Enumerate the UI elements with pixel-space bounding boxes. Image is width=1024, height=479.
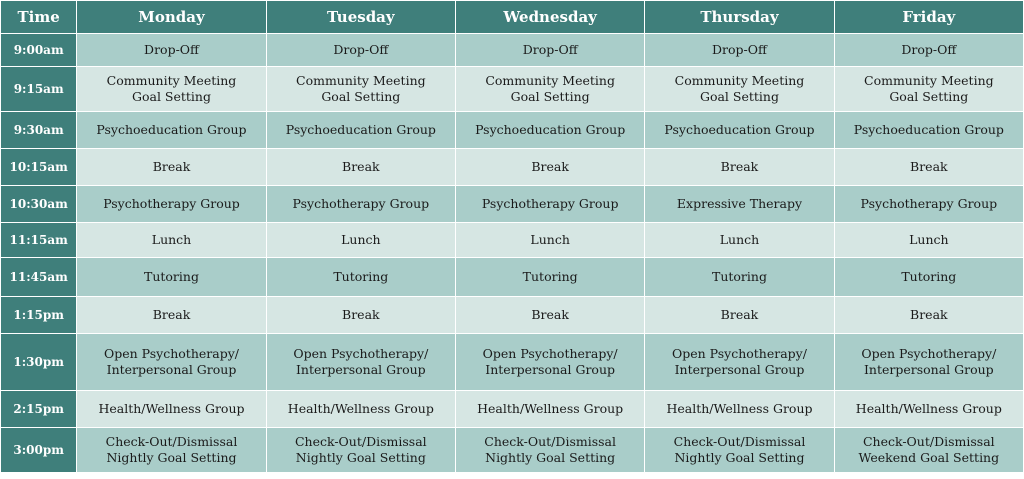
- activity-cell-friday: [835, 258, 1023, 296]
- activity-text: Break: [910, 159, 948, 174]
- activity-text: Nightly Goal Setting: [485, 450, 616, 465]
- activity-text: Community Meeting: [674, 73, 805, 88]
- time-slot-label: 10:15am: [1, 149, 76, 185]
- activity-cell-tuesday: [267, 34, 455, 66]
- schedule-row: [1, 297, 1023, 333]
- activity-text: Break: [342, 159, 380, 174]
- activity-cell-friday: [835, 223, 1023, 257]
- activity-text: Drop-Off: [901, 42, 957, 57]
- activity-cell-friday: [835, 67, 1023, 111]
- schedule-body: [1, 34, 1023, 472]
- activity-cell-thursday: [645, 334, 833, 390]
- activity-cell-tuesday: [267, 223, 455, 257]
- header-row: [1, 1, 1023, 33]
- activity-text: Open Psychotherapy/: [671, 346, 807, 361]
- activity-text: Weekend Goal Setting: [858, 450, 1000, 465]
- activity-text: Interpersonal Group: [485, 362, 615, 377]
- activity-text: Tutoring: [333, 269, 389, 284]
- activity-cell-friday: [835, 112, 1023, 148]
- activity-cell-wednesday: [456, 258, 644, 296]
- activity-text: Nightly Goal Setting: [295, 450, 426, 465]
- activity-text: Nightly Goal Setting: [106, 450, 237, 465]
- activity-text: Psychotherapy Group: [292, 196, 430, 211]
- activity-cell-friday: [835, 334, 1023, 390]
- activity-cell-tuesday: [267, 112, 455, 148]
- activity-text: Psychotherapy Group: [481, 196, 619, 211]
- activity-text: Tutoring: [144, 269, 199, 284]
- activity-cell-wednesday: [456, 67, 644, 111]
- activity-cell-tuesday: [267, 149, 455, 185]
- day-header-friday: Friday: [835, 1, 1023, 33]
- schedule-row: [1, 391, 1023, 427]
- activity-text: Lunch: [151, 232, 192, 247]
- activity-text: Goal Setting: [510, 89, 590, 104]
- activity-text: Break: [152, 159, 191, 174]
- activity-text: Open Psychotherapy/: [861, 346, 997, 361]
- activity-text: Open Psychotherapy/: [482, 346, 618, 361]
- activity-text: Break: [152, 307, 191, 322]
- activity-text: Psychoeducation Group: [96, 122, 247, 137]
- schedule-row: [1, 334, 1023, 390]
- activity-cell-tuesday: [267, 297, 455, 333]
- activity-cell-thursday: [645, 428, 833, 472]
- activity-text: Break: [531, 159, 569, 174]
- activity-cell-wednesday: [456, 223, 644, 257]
- activity-text: Community Meeting: [485, 73, 615, 88]
- activity-text: Break: [342, 307, 380, 322]
- time-slot-label: 3:00pm: [1, 428, 76, 472]
- activity-cell-monday: [77, 186, 265, 222]
- activity-cell-tuesday: [267, 391, 455, 427]
- day-header-monday: Monday: [77, 1, 265, 33]
- activity-cell-tuesday: [267, 67, 455, 111]
- activity-cell-monday: [77, 391, 265, 427]
- activity-text: Health/Wellness Group: [98, 401, 245, 416]
- activity-text: Check-Out/Dismissal: [673, 434, 806, 449]
- activity-cell-monday: [77, 149, 265, 185]
- schedule-row: [1, 67, 1023, 111]
- schedule-row: [1, 149, 1023, 185]
- activity-text: Check-Out/Dismissal: [862, 434, 995, 449]
- activity-text: Expressive Therapy: [676, 196, 803, 211]
- activity-text: Psychoeducation Group: [853, 122, 1004, 137]
- activity-text: Drop-Off: [522, 42, 578, 57]
- activity-text: Break: [531, 307, 569, 322]
- schedule-row: [1, 112, 1023, 148]
- activity-cell-tuesday: [267, 334, 455, 390]
- activity-cell-monday: [77, 297, 265, 333]
- time-slot-label: 9:00am: [1, 34, 76, 66]
- time-slot-label: 11:15am: [1, 223, 76, 257]
- schedule-row: [1, 34, 1023, 66]
- activity-cell-monday: [77, 334, 265, 390]
- activity-cell-thursday: [645, 149, 833, 185]
- activity-text: Psychotherapy Group: [103, 196, 240, 211]
- activity-cell-monday: [77, 34, 265, 66]
- activity-text: Community Meeting: [864, 73, 994, 88]
- activity-text: Interpersonal Group: [863, 362, 994, 377]
- activity-cell-friday: [835, 297, 1023, 333]
- activity-cell-tuesday: [267, 186, 455, 222]
- activity-cell-monday: [77, 428, 265, 472]
- activity-text: Break: [910, 307, 948, 322]
- activity-text: Psychoeducation Group: [285, 122, 436, 137]
- schedule-row: [1, 186, 1023, 222]
- activity-text: Lunch: [530, 232, 570, 247]
- activity-cell-tuesday: [267, 428, 455, 472]
- time-slot-label: 9:15am: [1, 67, 76, 111]
- day-header-tuesday: Tuesday: [267, 1, 455, 33]
- activity-cell-wednesday: [456, 297, 644, 333]
- activity-cell-thursday: [645, 112, 833, 148]
- activity-cell-monday: [77, 258, 265, 296]
- activity-text: Break: [720, 159, 759, 174]
- activity-text: Psychoeducation Group: [664, 122, 815, 137]
- activity-cell-wednesday: [456, 334, 644, 390]
- activity-cell-monday: [77, 112, 265, 148]
- activity-cell-thursday: [645, 186, 833, 222]
- activity-text: Goal Setting: [699, 89, 779, 104]
- activity-cell-friday: [835, 149, 1023, 185]
- time-slot-label: 9:30am: [1, 112, 76, 148]
- activity-text: Psychotherapy Group: [860, 196, 998, 211]
- activity-text: Goal Setting: [889, 89, 969, 104]
- activity-text: Community Meeting: [106, 73, 237, 88]
- activity-cell-wednesday: [456, 428, 644, 472]
- activity-cell-friday: [835, 34, 1023, 66]
- day-header-wednesday: Wednesday: [456, 1, 644, 33]
- activity-cell-monday: [77, 223, 265, 257]
- activity-cell-friday: [835, 428, 1023, 472]
- activity-text: Health/Wellness Group: [287, 401, 434, 416]
- activity-cell-wednesday: [456, 149, 644, 185]
- activity-text: Drop-Off: [144, 42, 199, 57]
- time-slot-label: 1:30pm: [1, 334, 76, 390]
- activity-cell-monday: [77, 67, 265, 111]
- activity-text: Nightly Goal Setting: [674, 450, 805, 465]
- activity-cell-thursday: [645, 391, 833, 427]
- schedule-row: [1, 428, 1023, 472]
- activity-cell-thursday: [645, 34, 833, 66]
- time-slot-label: 1:15pm: [1, 297, 76, 333]
- activity-cell-thursday: [645, 67, 833, 111]
- time-slot-label: 2:15pm: [1, 391, 76, 427]
- activity-cell-friday: [835, 391, 1023, 427]
- activity-text: Lunch: [719, 232, 760, 247]
- activity-cell-wednesday: [456, 34, 644, 66]
- activity-text: Interpersonal Group: [295, 362, 426, 377]
- activity-text: Check-Out/Dismissal: [294, 434, 427, 449]
- activity-text: Drop-Off: [333, 42, 389, 57]
- activity-cell-thursday: [645, 223, 833, 257]
- activity-text: Interpersonal Group: [106, 362, 237, 377]
- activity-cell-tuesday: [267, 258, 455, 296]
- activity-text: Break: [720, 307, 759, 322]
- activity-text: Open Psychotherapy/: [293, 346, 429, 361]
- activity-text: Tutoring: [711, 269, 767, 284]
- time-slot-label: 11:45am: [1, 258, 76, 296]
- schedule-row: [1, 223, 1023, 257]
- activity-text: Lunch: [341, 232, 381, 247]
- day-header-thursday: Thursday: [645, 1, 833, 33]
- time-column-header: Time: [1, 1, 76, 33]
- schedule-row: [1, 258, 1023, 296]
- activity-text: Drop-Off: [712, 42, 767, 57]
- activity-cell-thursday: [645, 297, 833, 333]
- activity-text: Psychoeducation Group: [475, 122, 626, 137]
- activity-cell-wednesday: [456, 186, 644, 222]
- activity-cell-friday: [835, 186, 1023, 222]
- activity-text: Interpersonal Group: [674, 362, 805, 377]
- activity-text: Health/Wellness Group: [666, 401, 813, 416]
- activity-text: Lunch: [909, 232, 949, 247]
- activity-text: Check-Out/Dismissal: [484, 434, 616, 449]
- activity-text: Health/Wellness Group: [477, 401, 624, 416]
- activity-text: Tutoring: [522, 269, 578, 284]
- activity-text: Check-Out/Dismissal: [105, 434, 238, 449]
- activity-text: Tutoring: [901, 269, 957, 284]
- activity-text: Goal Setting: [321, 89, 401, 104]
- activity-cell-wednesday: [456, 112, 644, 148]
- activity-text: Open Psychotherapy/: [104, 346, 239, 361]
- activity-cell-thursday: [645, 258, 833, 296]
- activity-text: Community Meeting: [296, 73, 426, 88]
- activity-cell-wednesday: [456, 391, 644, 427]
- activity-text: Goal Setting: [131, 89, 211, 104]
- activity-text: Health/Wellness Group: [855, 401, 1002, 416]
- time-slot-label: 10:30am: [1, 186, 76, 222]
